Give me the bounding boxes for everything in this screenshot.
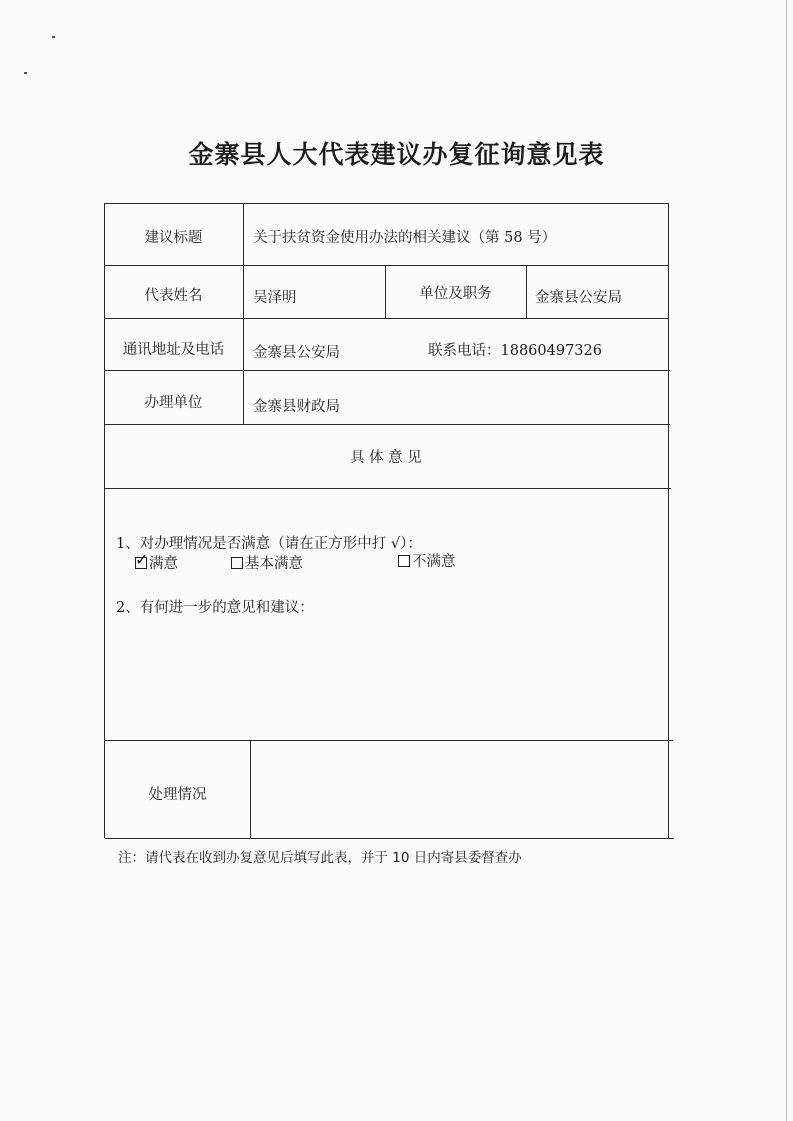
table-row-divider (104, 265, 669, 266)
page-title: 金寨县人大代表建议办复征询意见表 (188, 140, 605, 169)
processing-label: 处理情况 (148, 787, 207, 803)
proposal-title-value: 关于扶贫资金使用办法的相关建议（第 58 号） (253, 230, 557, 246)
label-column-divider (243, 203, 244, 424)
phone-label: 联系电话： (428, 343, 501, 359)
processing-field[interactable] (251, 741, 668, 838)
option-satisfied[interactable] (135, 552, 178, 573)
option-satisfied-label: 满意 (149, 556, 178, 572)
contact-label: 通讯地址及电话 (122, 342, 225, 358)
rep-name-label: 代表姓名 (144, 288, 203, 304)
table-row-divider (104, 318, 669, 319)
unit-label: 单位及职务 (419, 286, 492, 302)
option-unsatisfied[interactable] (398, 550, 456, 571)
unit-value: 金寨县公安局 (535, 290, 622, 306)
check-mark-icon: ✓ (135, 550, 149, 569)
table-row-divider (104, 370, 670, 371)
handler-value: 金寨县财政局 (253, 399, 340, 415)
table-row-divider (104, 424, 670, 425)
question-suggestions: 2、有何进一步的意见和建议： (116, 600, 314, 616)
checkbox-basically-satisfied[interactable] (231, 557, 243, 569)
table-row-divider (104, 488, 671, 489)
option-unsatisfied-label: 不满意 (412, 554, 456, 570)
table-border-bottom (105, 838, 674, 839)
section-header: 具 体 意 见 (350, 450, 422, 466)
footer-note: 注：请代表在收到办复意见后填写此表，并于 10 日内寄县委督查办 (118, 850, 522, 866)
table-border-top (104, 203, 668, 204)
phone-field (428, 339, 602, 360)
table-border-right (668, 203, 669, 838)
question-satisfaction: 1、对办理情况是否满意（请在正方形中打 √）： (116, 536, 422, 552)
option-basically-satisfied[interactable] (231, 552, 303, 573)
option-basically-satisfied-label: 基本满意 (245, 556, 303, 572)
phone-value: 18860497326 (500, 343, 602, 359)
column-divider (526, 265, 527, 318)
checkbox-satisfied[interactable] (135, 550, 149, 569)
rep-name-value: 吴泽明 (253, 290, 297, 306)
address-value: 金寨县公安局 (253, 345, 340, 361)
checkbox-unsatisfied[interactable] (398, 555, 410, 567)
proposal-title-label: 建议标题 (144, 230, 203, 246)
handler-label: 办理单位 (144, 395, 203, 411)
